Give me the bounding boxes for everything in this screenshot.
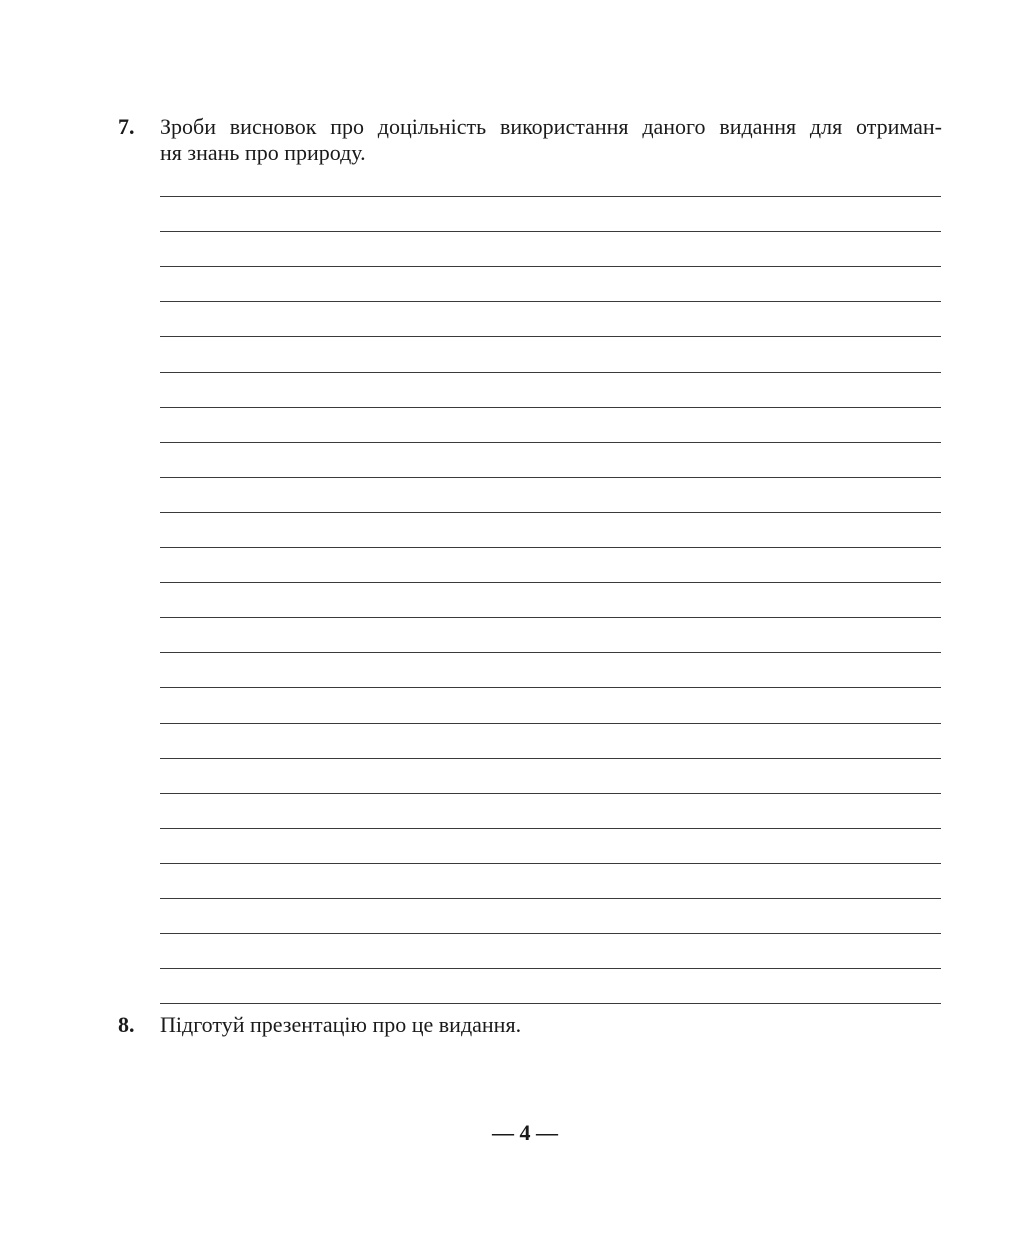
answer-line[interactable] (160, 1003, 941, 1004)
task-8 (118, 1012, 942, 1038)
answer-line[interactable] (160, 617, 941, 618)
answer-line[interactable] (160, 582, 941, 583)
answer-line[interactable] (160, 372, 941, 373)
task-text: Підготуй презентацію про це видання. (160, 1012, 522, 1037)
answer-line[interactable] (160, 863, 941, 864)
page-number: — 4 — (492, 1120, 558, 1145)
answer-line[interactable] (160, 301, 941, 302)
answer-line[interactable] (160, 968, 941, 969)
answer-line[interactable] (160, 477, 941, 478)
answer-line[interactable] (160, 547, 941, 548)
answer-line[interactable] (160, 652, 941, 653)
task-text-line: Зроби висновок про доцільність використання даного видання для отриман- (160, 114, 942, 139)
task-number: 8. (118, 1012, 135, 1037)
answer-line[interactable] (160, 336, 941, 337)
task-7 (118, 114, 942, 166)
answer-line[interactable] (160, 687, 941, 688)
answer-line[interactable] (160, 407, 941, 408)
answer-line[interactable] (160, 828, 941, 829)
answer-line[interactable] (160, 231, 941, 232)
answer-line[interactable] (160, 933, 941, 934)
answer-line[interactable] (160, 196, 941, 197)
task-text-line: ня знань про природу. (160, 140, 366, 165)
answer-line[interactable] (160, 266, 941, 267)
answer-line[interactable] (160, 723, 941, 724)
answer-line[interactable] (160, 793, 941, 794)
answer-line[interactable] (160, 898, 941, 899)
task-number: 7. (118, 114, 135, 139)
answer-line[interactable] (160, 512, 941, 513)
answer-line[interactable] (160, 758, 941, 759)
task-text (160, 114, 942, 166)
answer-line[interactable] (160, 442, 941, 443)
